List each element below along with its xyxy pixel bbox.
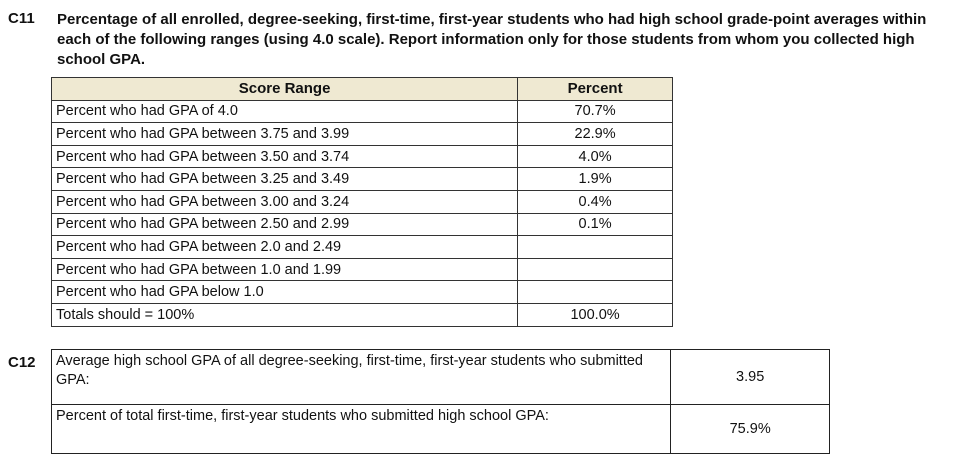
- range-percent: 0.4%: [518, 190, 673, 213]
- table-row-total: [52, 303, 673, 326]
- header-percent: Percent: [518, 78, 673, 101]
- range-percent: 0.1%: [518, 213, 673, 236]
- average-gpa-label: Average high school GPA of all degree-seeking, first-time, first-year students who submitted GPA:: [52, 350, 671, 405]
- section-code-c12: C12: [8, 354, 36, 371]
- table-row: [52, 350, 830, 405]
- range-percent: 70.7%: [518, 100, 673, 123]
- table-row: [52, 190, 673, 213]
- submitted-gpa-percent-label: Percent of total first-time, first-year students who submitted high school GPA:: [52, 405, 671, 454]
- table-row: [52, 213, 673, 236]
- range-label: Percent who had GPA between 2.0 and 2.49: [52, 236, 518, 259]
- table-row: [52, 145, 673, 168]
- range-label: Percent who had GPA between 3.25 and 3.49: [52, 168, 518, 191]
- average-gpa-value: 3.95: [671, 350, 830, 405]
- table-row: [52, 236, 673, 259]
- range-label: Percent who had GPA between 2.50 and 2.99: [52, 213, 518, 236]
- table-row: [52, 168, 673, 191]
- table-row: [52, 123, 673, 146]
- range-label: Percent who had GPA between 3.75 and 3.99: [52, 123, 518, 146]
- range-label: Percent who had GPA below 1.0: [52, 281, 518, 304]
- total-label: Totals should = 100%: [52, 303, 518, 326]
- range-percent: [518, 281, 673, 304]
- gpa-summary-table: [51, 349, 830, 454]
- header-score-range: Score Range: [52, 78, 518, 101]
- range-percent: [518, 258, 673, 281]
- total-percent: 100.0%: [518, 303, 673, 326]
- submitted-gpa-percent-value: 75.9%: [671, 405, 830, 454]
- table-row: [52, 100, 673, 123]
- range-percent: 22.9%: [518, 123, 673, 146]
- section-code-c11: C11: [8, 10, 35, 27]
- range-label: Percent who had GPA between 3.50 and 3.74: [52, 145, 518, 168]
- range-label: Percent who had GPA of 4.0: [52, 100, 518, 123]
- table-row: [52, 405, 830, 454]
- c11-question-text: Percentage of all enrolled, degree-seeking, first-time, first-year students who had high school grade-point averages within each of the following ranges (using 4.0 scale). Report information only for those students from whom you collected high school GPA.: [57, 11, 927, 68]
- range-percent: 4.0%: [518, 145, 673, 168]
- table-row: [52, 281, 673, 304]
- gpa-range-table: [51, 77, 673, 327]
- range-percent: [518, 236, 673, 259]
- table-header-row: [52, 78, 673, 101]
- range-label: Percent who had GPA between 1.0 and 1.99: [52, 258, 518, 281]
- range-label: Percent who had GPA between 3.00 and 3.24: [52, 190, 518, 213]
- table-row: [52, 258, 673, 281]
- range-percent: 1.9%: [518, 168, 673, 191]
